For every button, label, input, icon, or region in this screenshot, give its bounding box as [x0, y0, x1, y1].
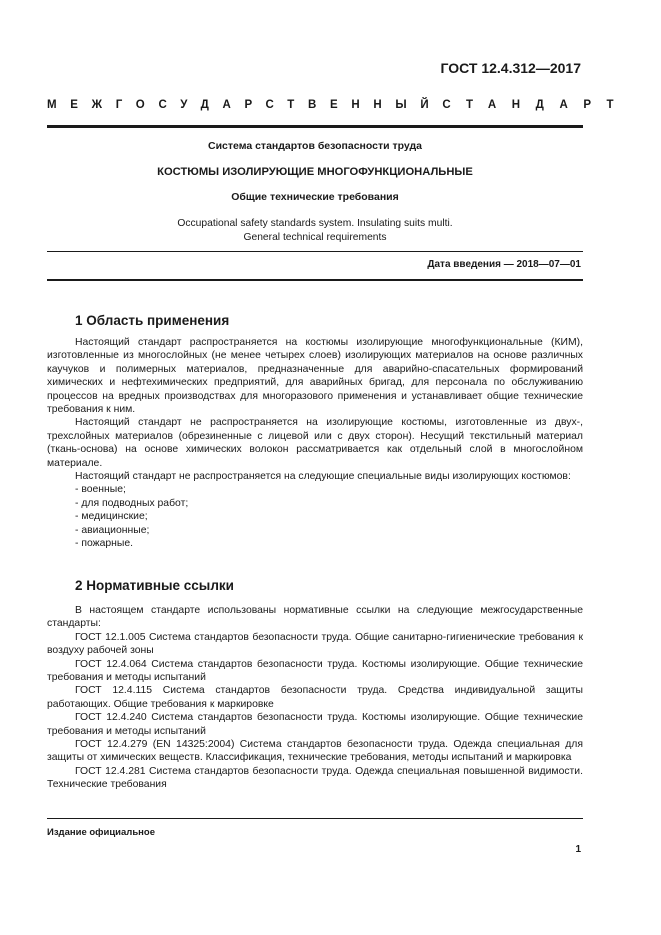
header-thick-rule	[47, 125, 583, 128]
page-number: 1	[575, 844, 581, 855]
section1-heading: 1 Область применения	[75, 313, 230, 328]
reference-item: ГОСТ 12.4.115 Система стандартов безопасности труда. Средства индивидуальной защиты работающих. Общие требования к маркировке	[47, 685, 583, 710]
section2-body	[47, 604, 583, 792]
interstate-standard-banner	[47, 99, 630, 111]
section1-paragraph-2: Настоящий стандарт не распространяется на изолирующие костюмы, изготовленные из двух-, трехслойных материалов (обрезиненные с лицевой или с двух сторон). Несущий текстильный материал (ткань-основа) на основе химических волокон рассматривается как отдельный слой в многослойном материале.	[47, 417, 583, 469]
footer-rule	[47, 818, 583, 819]
reference-item: ГОСТ 12.4.279 (EN 14325:2004) Система стандартов безопасности труда. Одежда специальная для защиты от химических веществ. Классификация, технические требования, методы испытаний и маркировка	[47, 739, 583, 764]
list-item: - пожарные.	[75, 538, 134, 550]
section1-paragraph-3: Настоящий стандарт не распространяется на следующие специальные виды изолирующих костюмов:	[75, 471, 571, 483]
reference-item: ГОСТ 12.4.281 Система стандартов безопасности труда. Одежда специальная повышенной видимости. Технические требования	[47, 765, 583, 791]
banner-word-interstate: МЕЖГОСУДАРСТВЕННЫЙ	[47, 99, 443, 111]
title-divider-rule	[47, 251, 583, 252]
system-title: Система стандартов безопасности труда	[207, 140, 423, 152]
document-subtitle: Общие технические требования	[231, 191, 399, 203]
section2-intro-paragraph: В настоящем стандарте использованы нормативные ссылки на следующие межгосударственные стандарты:	[47, 605, 583, 630]
section1-body	[47, 336, 583, 551]
reference-item: ГОСТ 12.1.005 Система стандартов безопасности труда. Общие санитарно-гигиенические требования к воздуху рабочей зоны	[47, 631, 583, 657]
english-title-line1: Occupational safety standards system. Insulating suits multi.	[177, 218, 453, 229]
english-title-line2: General technical requirements	[243, 231, 387, 243]
list-item: - авиационные;	[75, 524, 150, 536]
introduction-date: Дата введения — 2018—07—01	[427, 259, 581, 270]
list-item: - медицинские;	[75, 511, 148, 523]
reference-item: ГОСТ 12.4.064 Система стандартов безопасности труда. Костюмы изолирующие. Общие технические требования и методы испытаний	[47, 658, 583, 684]
date-divider-rule	[47, 279, 583, 281]
section1-paragraph-1: Настоящий стандарт распространяется на костюмы изолирующие многофункциональные (КИМ), изготовленные из многослойных (не менее четырех слоев) изолирующих материалов на основе различных каучуков и полимерных материалов, предназначенные для аварийно-спасательных формирований химических и нефтехимических предприятий, для аварийных бригад, для персонала по обслуживанию процессов на вредных производствах для многоразового применения и устанавливает общие технические требования к ним.	[47, 337, 583, 416]
english-title	[47, 217, 583, 244]
list-item: - военные;	[75, 484, 126, 496]
official-edition-label: Издание официальное	[47, 827, 155, 838]
reference-item: ГОСТ 12.4.240 Система стандартов безопасности труда. Костюмы изолирующие. Общие технические требования и методы испытаний	[47, 712, 583, 737]
section2-heading: 2 Нормативные ссылки	[75, 578, 234, 593]
banner-word-standard: СТАНДАРТ	[442, 99, 630, 111]
document-title: КОСТЮМЫ ИЗОЛИРУЮЩИЕ МНОГОФУНКЦИОНАЛЬНЫЕ	[157, 166, 473, 178]
document-code: ГОСТ 12.4.312—2017	[440, 60, 581, 76]
list-item: - для подводных работ;	[75, 497, 189, 509]
